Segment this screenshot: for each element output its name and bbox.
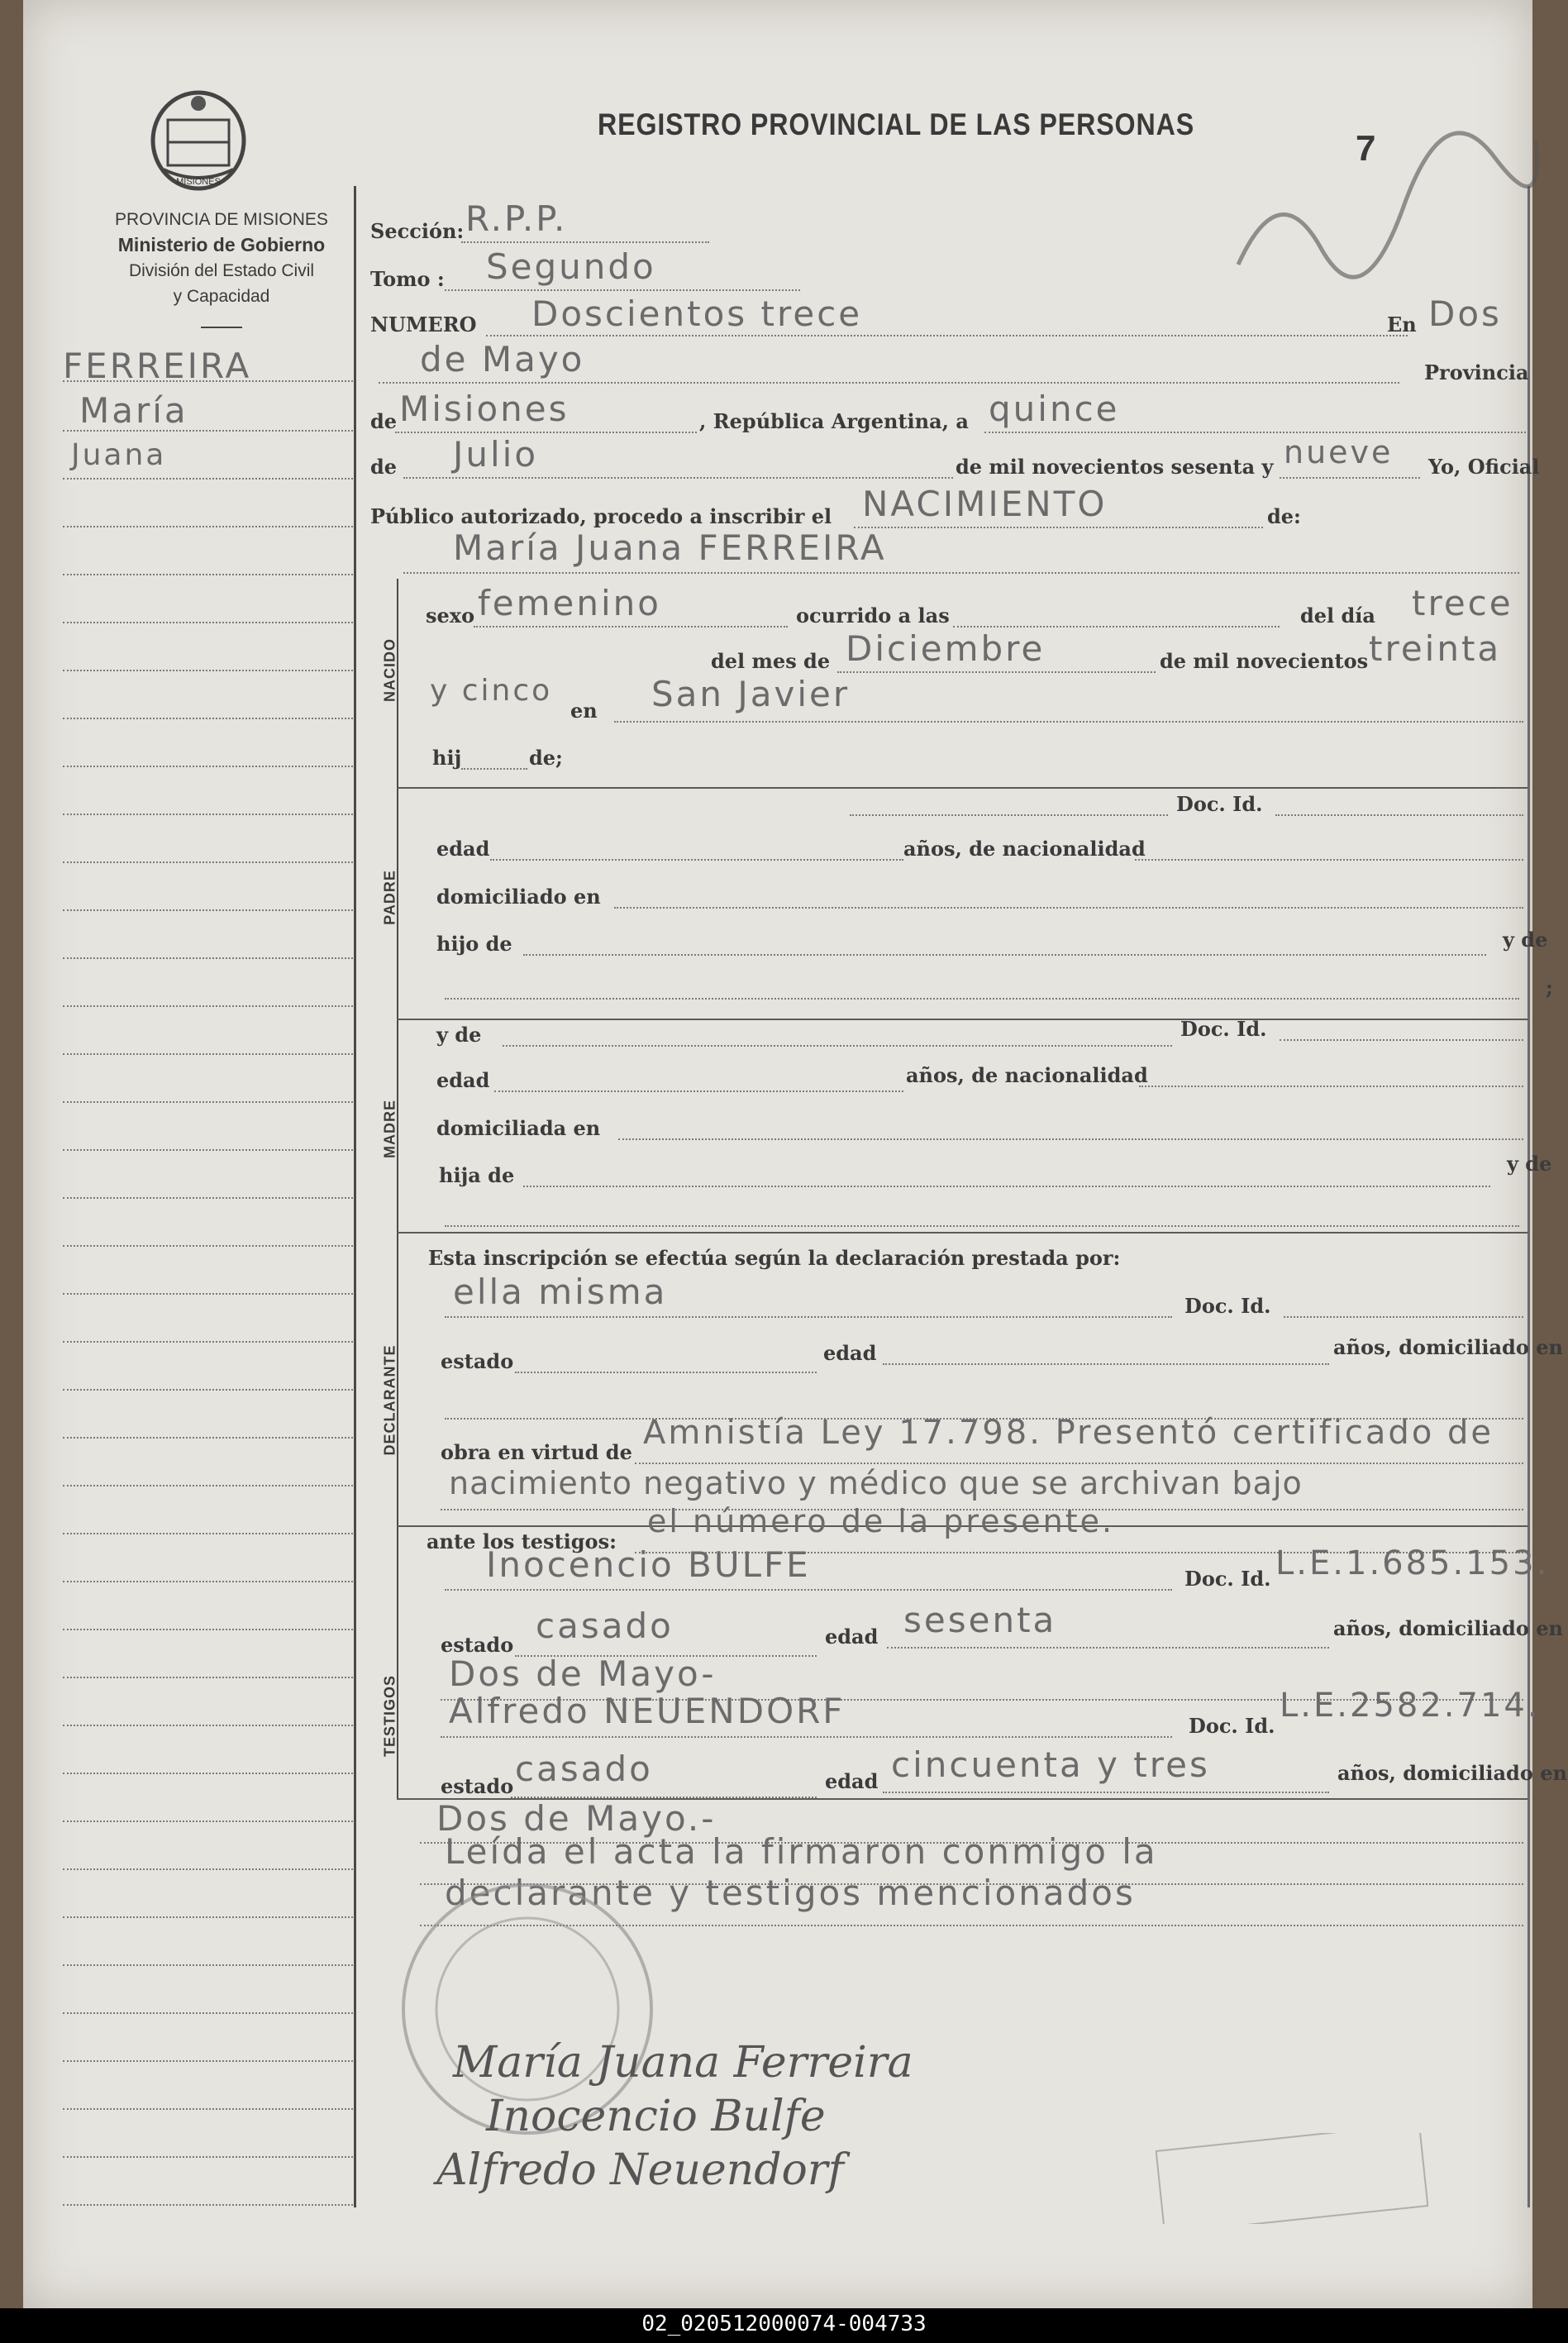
page-title: REGISTRO PROVINCIAL DE LAS PERSONAS <box>598 107 1195 141</box>
label-anos-dom-declarante: años, domiciliado en <box>1333 1335 1563 1359</box>
label-hij: hij <box>432 746 462 770</box>
label-anos-dom-testigo2: años, domiciliado en <box>1337 1761 1567 1785</box>
value-testigo1: Inocencio BULFE <box>486 1544 811 1585</box>
value-obra-1: Amnistía Ley 17.798. Presentó certificado de <box>643 1414 1494 1452</box>
value-dia-inscripcion: quince <box>989 389 1120 429</box>
value-testigo2-dom: Dos de Mayo.- <box>436 1798 717 1839</box>
label-doc-id-testigo1: Doc. Id. <box>1184 1567 1271 1591</box>
value-en: Dos <box>1428 293 1502 334</box>
signature-3: Alfredo Neuendorf <box>436 2145 844 2195</box>
value-nombre: María Juana FERREIRA <box>453 527 887 568</box>
value-anio-nac-a: treinta <box>1369 628 1502 669</box>
value-tomo: Segundo <box>486 246 656 287</box>
label-de2: de <box>370 455 398 479</box>
register-page <box>23 0 1567 2308</box>
label-ocurrido: ocurrido a las <box>796 604 950 628</box>
value-cierre-1: Leída el acta la firmaron conmigo la <box>445 1831 1158 1872</box>
section-madre: MADRE <box>381 1100 398 1158</box>
label-provincia: Provincia <box>1424 360 1529 384</box>
label-sexo: sexo <box>426 604 475 628</box>
label-y-de-padre: y de <box>1503 928 1548 952</box>
value-obra-2: nacimiento negativo y médico que se archivan bajo <box>449 1465 1303 1501</box>
label-semicolon: ; <box>1546 976 1553 1000</box>
value-dia-nac: trece <box>1412 583 1513 623</box>
margin-name2: Juana <box>71 438 167 472</box>
label-doc-id-madre: Doc. Id. <box>1180 1017 1267 1041</box>
label-obra: obra en virtud de <box>441 1440 632 1464</box>
label-edad-testigo1: edad <box>825 1625 879 1649</box>
label-hija-de: hija de <box>439 1163 515 1187</box>
section-padre: PADRE <box>381 870 398 925</box>
value-testigo1-edad: sesenta <box>903 1600 1057 1640</box>
value-testigo2: Alfredo NEUENDORF <box>449 1691 846 1731</box>
image-id: 02_020512000074-004733 <box>641 2312 927 2336</box>
label-anos-dom-testigo1: años, domiciliado en <box>1333 1616 1563 1640</box>
value-testigo1-estado: casado <box>536 1606 674 1646</box>
section-testigos: TESTIGOS <box>381 1675 398 1758</box>
label-de-colon: de: <box>1267 504 1301 528</box>
value-lugar-nac: San Javier <box>651 674 851 714</box>
value-declarante: ella misma <box>453 1272 668 1312</box>
label-edad-testigo2: edad <box>825 1769 879 1793</box>
label-yo-oficial: Yo, Oficial <box>1428 455 1540 479</box>
value-anio: nueve <box>1284 434 1394 470</box>
label-numero: NUMERO <box>370 313 477 336</box>
label-del-mes: del mes de <box>711 649 831 673</box>
value-acta: NACIMIENTO <box>862 484 1108 524</box>
label-estado-declarante: estado <box>441 1349 514 1373</box>
label-mil-novecientos: de mil novecientos <box>1160 649 1369 673</box>
value-sexo: femenino <box>478 583 661 623</box>
value-cierre-2: declarante y testigos mencionados <box>445 1873 1136 1913</box>
label-declaracion: Esta inscripción se efectúa según la declaración prestada por: <box>428 1246 1121 1270</box>
margin-surname: FERREIRA <box>63 346 252 386</box>
label-domiciliada-madre: domiciliada en <box>436 1116 601 1140</box>
value-testigo1-doc: L.E.1.685.153. <box>1275 1544 1550 1582</box>
label-en-lugar: en <box>570 699 598 723</box>
value-localidad: de Mayo <box>420 339 585 379</box>
label-de: de <box>370 409 398 433</box>
province-block: PROVINCIA DE MISIONES Ministerio de Gobierno División del Estado Civil y Capacidad <box>115 210 328 306</box>
value-obra-3: el número de la presente. <box>647 1503 1115 1539</box>
label-estado-testigo1: estado <box>441 1633 514 1657</box>
label-publico: Público autorizado, procedo a inscribir el <box>370 504 832 528</box>
signature-1: María Juana Ferreira <box>453 2038 913 2088</box>
value-mes-inscripcion: Julio <box>453 434 539 475</box>
value-mes-nac: Diciembre <box>846 628 1046 669</box>
label-en: En <box>1387 313 1417 336</box>
seal-text: MISIONES <box>176 177 221 187</box>
label-estado-testigo2: estado <box>441 1774 514 1798</box>
signature-2: Inocencio Bulfe <box>486 2092 826 2141</box>
label-doc-id-padre: Doc. Id. <box>1176 792 1263 816</box>
label-edad-padre: edad <box>436 837 490 861</box>
value-testigo2-edad: cincuenta y tres <box>891 1744 1210 1785</box>
label-edad-declarante: edad <box>823 1341 877 1365</box>
value-testigo2-doc: L.E.2582.714. <box>1280 1687 1541 1725</box>
value-anio-nac-b: y cinco <box>430 674 553 708</box>
label-y-de-madre: y de <box>436 1023 482 1047</box>
value-testigo1-dom: Dos de Mayo- <box>449 1653 717 1694</box>
value-seccion: R.P.P. <box>465 198 568 239</box>
label-mil-sesenta: de mil novecientos sesenta y <box>956 455 1274 479</box>
value-provincia: Misiones <box>399 389 570 429</box>
label-tomo: Tomo : <box>370 267 445 291</box>
label-republica: , República Argentina, a <box>699 409 969 433</box>
label-doc-id-declarante: Doc. Id. <box>1184 1294 1271 1318</box>
page-number: 7 <box>1356 128 1376 169</box>
margin-name1: María <box>79 390 188 431</box>
coat-of-arms-icon <box>147 87 250 194</box>
label-anos-nac-padre: años, de nacionalidad <box>903 837 1146 861</box>
value-testigo2-estado: casado <box>515 1749 653 1789</box>
label-hijo-de: hijo de <box>436 932 512 956</box>
section-nacido: NACIDO <box>381 638 398 702</box>
oficial-stamp-icon <box>1156 2133 1428 2224</box>
label-domiciliado-padre: domiciliado en <box>436 885 601 909</box>
label-doc-id-testigo2: Doc. Id. <box>1189 1714 1275 1738</box>
label-de-semi: de; <box>529 746 563 770</box>
label-ante-testigos: ante los testigos: <box>427 1529 617 1553</box>
label-anos-nac-madre: años, de nacionalidad <box>906 1063 1148 1087</box>
value-numero: Doscientos trece <box>531 293 863 334</box>
label-seccion: Sección: <box>370 219 465 243</box>
label-edad-madre: edad <box>436 1068 490 1092</box>
top-signature-icon <box>1230 124 1544 281</box>
label-del-dia: del día <box>1300 604 1375 628</box>
label-y-de-madre2: y de <box>1507 1152 1552 1176</box>
section-declarante: DECLARANTE <box>381 1344 398 1456</box>
